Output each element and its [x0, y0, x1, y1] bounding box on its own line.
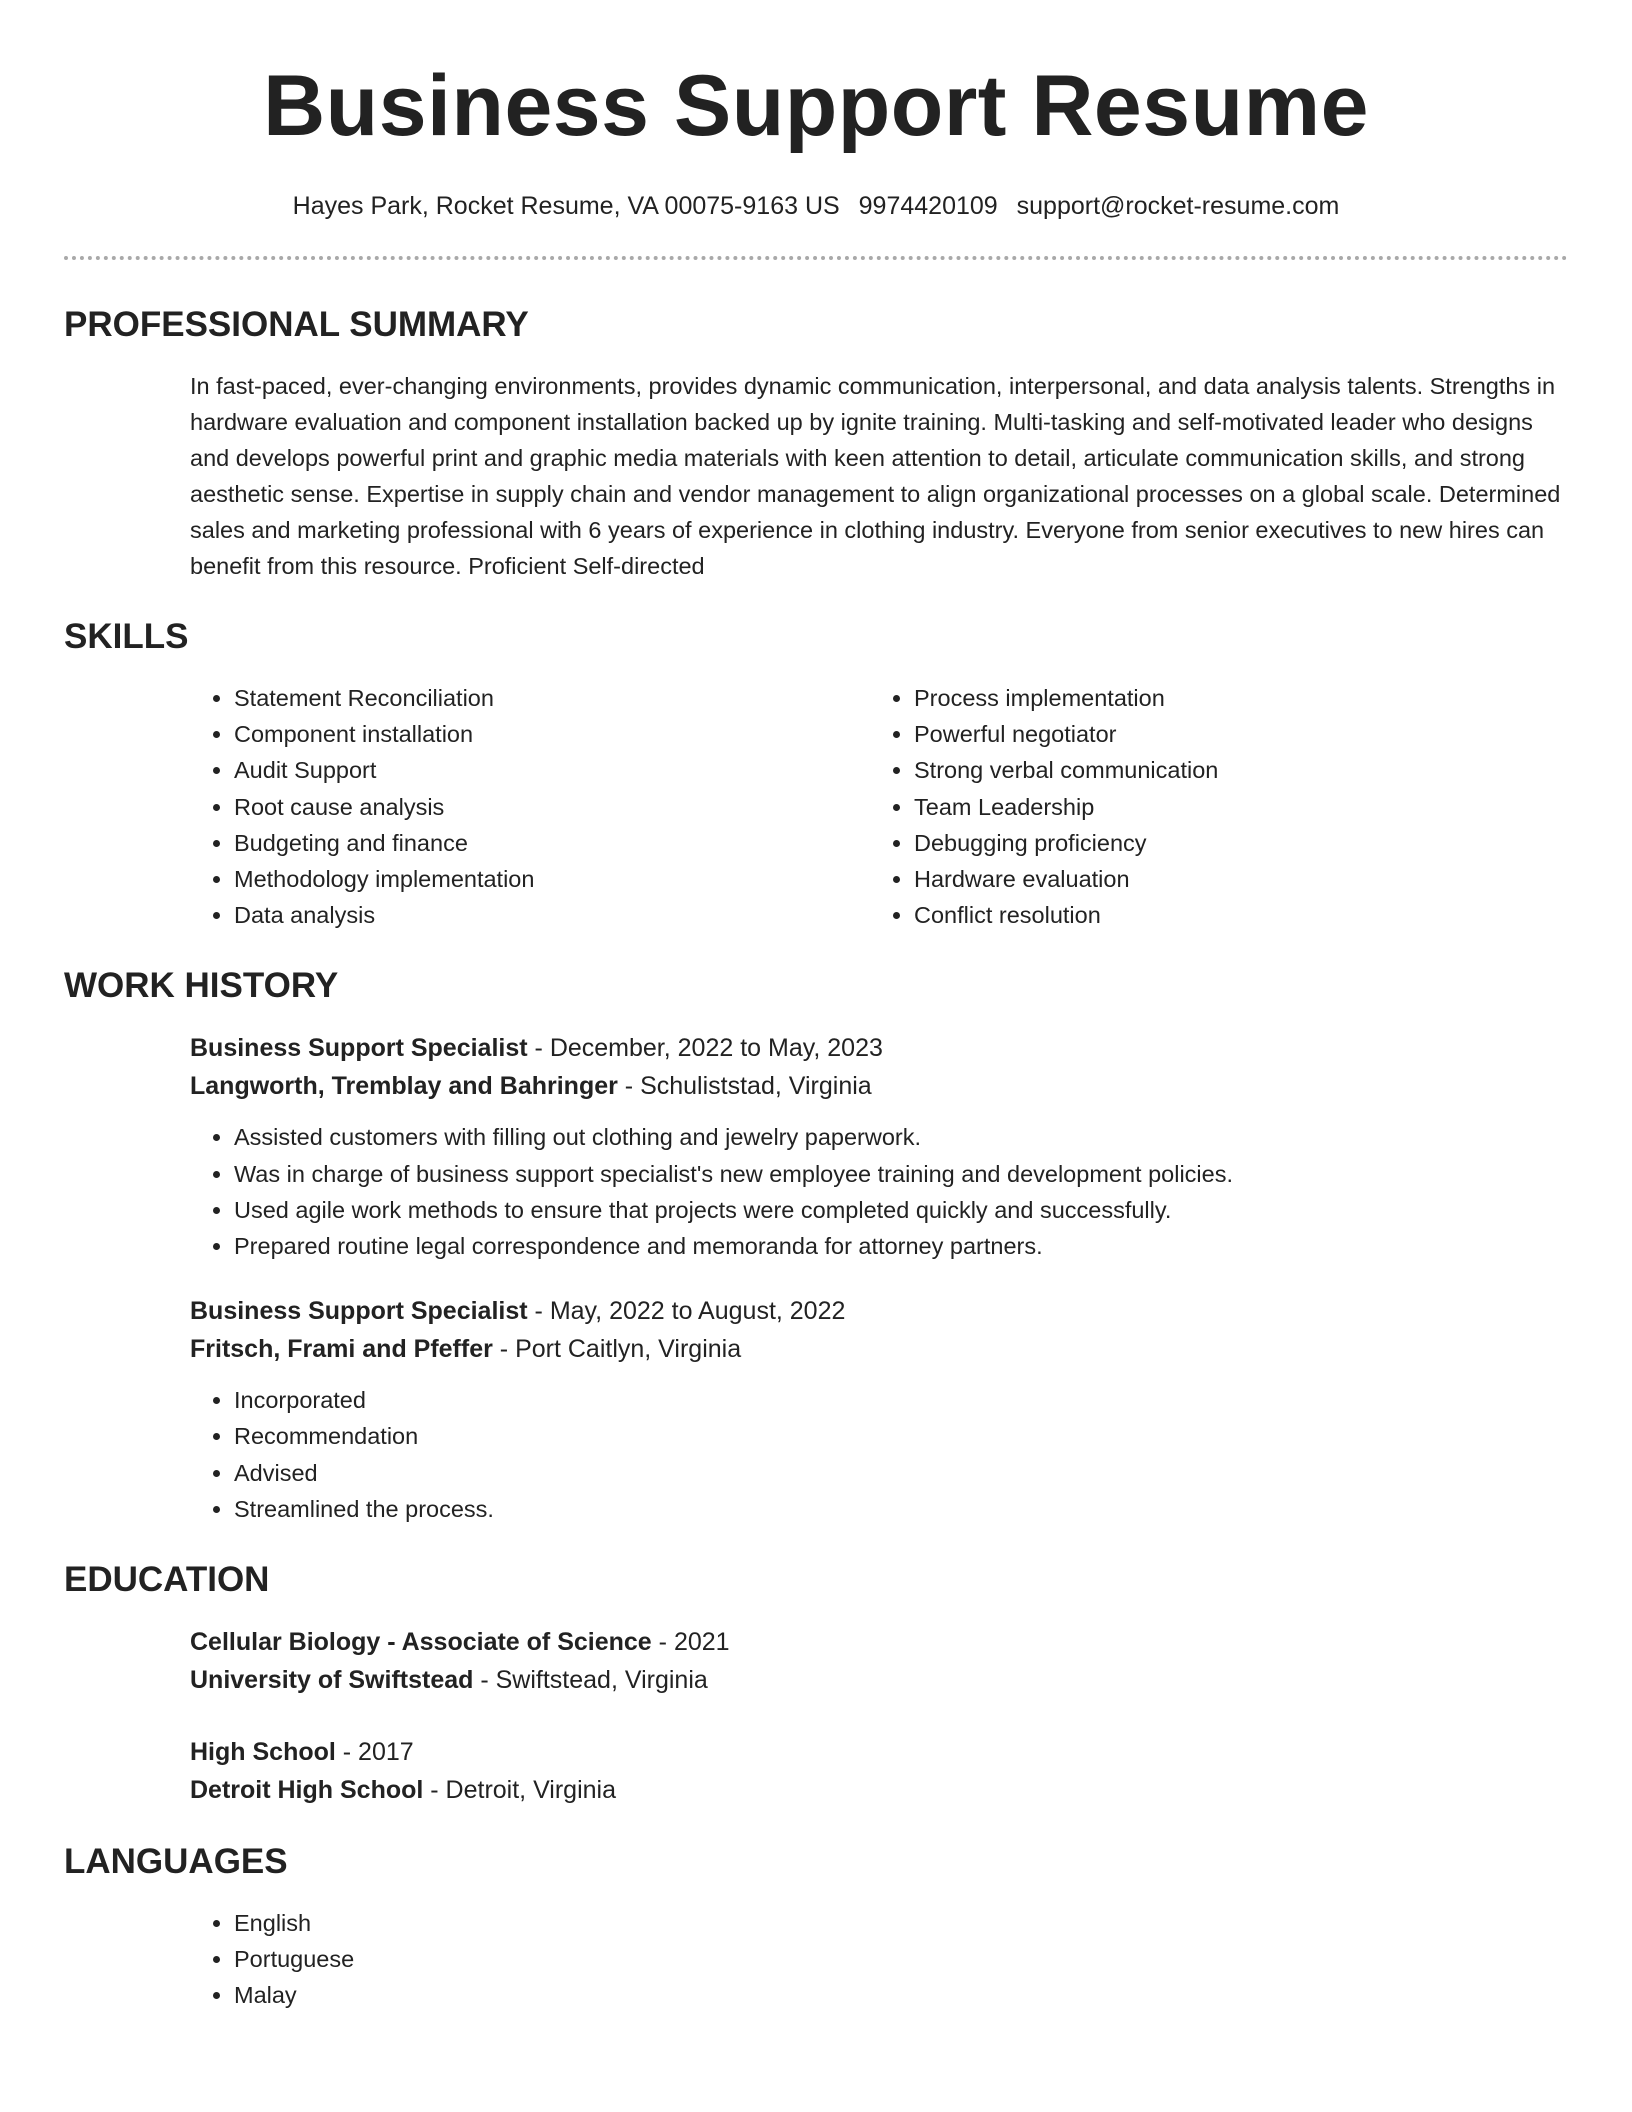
job-duty: • Advised — [234, 1455, 1568, 1491]
job-dates: December, 2022 to May, 2023 — [549, 1034, 883, 1063]
languages-heading: LANGUAGES — [64, 1842, 288, 1882]
skill-item: • Budgeting and finance — [234, 825, 870, 861]
skill-item: • Team Leadership — [914, 789, 1550, 825]
skills-column-right — [870, 680, 1550, 933]
job-company-line: Langworth, Tremblay and Bahringer - Schuliststad, Virginia — [190, 1072, 872, 1101]
skills-list — [64, 680, 1568, 933]
skill-item: • Conflict resolution — [914, 897, 1550, 933]
job-duties — [190, 1119, 1568, 1264]
education-school: Detroit High School — [190, 1776, 424, 1805]
education-degree-line: Cellular Biology - Associate of Science - 2021 — [190, 1628, 730, 1657]
job-duty: • Recommendation — [234, 1418, 1568, 1454]
job-duty: • Used agile work methods to ensure that projects were completed quickly and successfully. — [234, 1192, 1568, 1228]
skill-item: • Process implementation — [914, 680, 1550, 716]
contact-email: support@rocket-resume.com — [1016, 192, 1340, 220]
job-location: Port Caitlyn, Virginia — [515, 1335, 742, 1364]
candidate-name: Business Support Resume — [263, 58, 1369, 154]
contact-address: Hayes Park, Rocket Resume, VA 00075-9163 US — [292, 192, 840, 220]
language-item: • Malay — [234, 1977, 1568, 2013]
job-duties — [190, 1382, 1568, 1527]
education-degree: Cellular Biology - Associate of Science — [190, 1628, 652, 1657]
skill-item: • Debugging proficiency — [914, 825, 1550, 861]
education-location: Swiftstead, Virginia — [495, 1666, 708, 1695]
summary-heading: PROFESSIONAL SUMMARY — [64, 305, 529, 344]
languages-list — [64, 1905, 1568, 2014]
education-degree: High School — [190, 1738, 336, 1767]
education-school-line: Detroit High School - Detroit, Virginia — [190, 1776, 616, 1805]
education-year: 2017 — [358, 1738, 414, 1767]
contact-phone: 9974420109 — [858, 192, 998, 220]
job-duty: • Prepared routine legal correspondence and memoranda for attorney partners. — [234, 1228, 1568, 1264]
skill-item: • Component installation — [234, 716, 870, 752]
header-divider — [64, 256, 1568, 260]
job-duty: • Incorporated — [234, 1382, 1568, 1418]
summary-text: In fast-paced, ever-changing environments, provides dynamic communication, interpersonal, and data analysis talents. Strengths in hardware evaluation and component installation backed up by ignite training. Multi-tasking and self-motivated leader who designs and develops powerful print and graphic media materials with keen attention to detail, articulate communication skills, and strong aesthetic sense. Expertise in supply chain and vendor management to align organizational processes on a global scale. Determined sales and marketing professional with 6 years of experience in clothing industry. Everyone from senior executives to new hires can benefit from this resource. Proficient Self-directed — [190, 373, 1561, 579]
education-degree-line: High School - 2017 — [190, 1738, 414, 1767]
education-entry — [64, 1623, 1568, 1699]
skill-item: • Data analysis — [234, 897, 870, 933]
job-duty: • Was in charge of business support specialist's new employee training and development policies. — [234, 1156, 1568, 1192]
job-company: Langworth, Tremblay and Bahringer — [190, 1072, 618, 1101]
job-role: Business Support Specialist — [190, 1034, 528, 1063]
work-history-heading: WORK HISTORY — [64, 966, 339, 1006]
education-entry — [64, 1733, 1568, 1809]
job-duty: • Assisted customers with filling out clothing and jewelry paperwork. — [234, 1119, 1568, 1155]
skill-item: • Powerful negotiator — [914, 716, 1550, 752]
skill-item: • Statement Reconciliation — [234, 680, 870, 716]
skills-heading: SKILLS — [64, 617, 189, 656]
skill-item: • Methodology implementation — [234, 861, 870, 897]
job-title-line: Business Support Specialist - December, 2022 to May, 2023 — [190, 1034, 883, 1063]
job-dates: May, 2022 to August, 2022 — [549, 1297, 846, 1326]
education-school-line: University of Swiftstead - Swiftstead, Virginia — [190, 1666, 708, 1695]
job-role: Business Support Specialist — [190, 1297, 528, 1326]
resume-header — [64, 0, 1568, 260]
job-location: Schuliststad, Virginia — [640, 1072, 872, 1101]
job-title-line: Business Support Specialist - May, 2022 to August, 2022 — [190, 1297, 846, 1326]
language-item: • English — [234, 1905, 1568, 1941]
education-location: Detroit, Virginia — [445, 1776, 616, 1805]
education-school: University of Swiftstead — [190, 1666, 474, 1695]
job-duty: • Streamlined the process. — [234, 1491, 1568, 1527]
job-company-line: Fritsch, Frami and Pfeffer - Port Caitlyn, Virginia — [190, 1335, 742, 1364]
education-heading: EDUCATION — [64, 1560, 270, 1600]
skill-item: • Root cause analysis — [234, 789, 870, 825]
job-entry — [64, 1292, 1568, 1527]
skills-column-left — [190, 680, 870, 933]
education-year: 2021 — [673, 1628, 730, 1657]
contact-line — [64, 190, 1568, 222]
job-company: Fritsch, Frami and Pfeffer — [190, 1335, 493, 1364]
skill-item: • Strong verbal communication — [914, 752, 1550, 788]
language-item: • Portuguese — [234, 1941, 1568, 1977]
skill-item: • Audit Support — [234, 752, 870, 788]
job-entry — [64, 1029, 1568, 1264]
skill-item: • Hardware evaluation — [914, 861, 1550, 897]
